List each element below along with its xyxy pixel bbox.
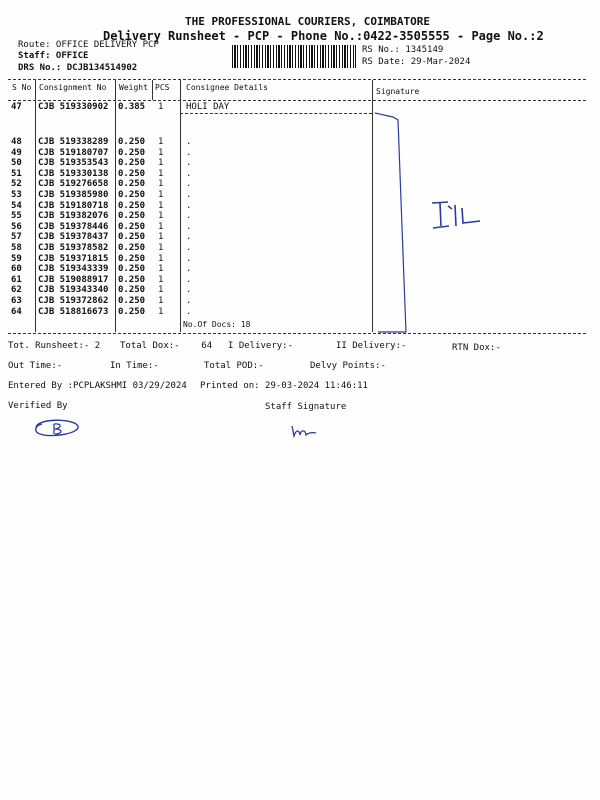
row-sno: 48 xyxy=(11,137,22,147)
row-sno: 49 xyxy=(11,147,22,158)
row-detail: . xyxy=(186,158,192,169)
row-weight: 0.250 xyxy=(118,285,146,296)
row-sno: 59 xyxy=(11,253,22,264)
row-detail: . xyxy=(186,296,192,306)
row-pcs: 1 xyxy=(158,179,164,190)
row-weight: 0.385 xyxy=(118,102,146,112)
row-consignment: CJB 519343340 xyxy=(38,285,109,296)
row-consignment: CJB 519180718 xyxy=(38,200,109,211)
row-weight: 0.250 xyxy=(118,221,146,232)
row-sno: 60 xyxy=(11,264,22,275)
row-consignment: CJB 519180707 xyxy=(38,147,109,158)
row-sno: 50 xyxy=(11,158,22,169)
row-pcs: 1 xyxy=(158,232,164,243)
signature-mark xyxy=(432,202,480,228)
row-sno: 54 xyxy=(11,200,22,211)
total-dox: Total Dox:- 64 xyxy=(120,341,213,351)
row-consignment: CJB 519330138 xyxy=(38,168,109,179)
drs-number: DRS No.: DCJB134514902 xyxy=(18,63,138,73)
i-delivery: I Delivery:- xyxy=(228,341,294,351)
row-pcs: 1 xyxy=(158,158,164,169)
row-consignment: CJB 519088917 xyxy=(38,274,109,285)
out-time: Out Time:- xyxy=(8,361,63,371)
row-sno: 55 xyxy=(11,211,22,222)
row-weight: 0.250 xyxy=(118,253,146,264)
staff-label: Staff: OFFICE xyxy=(18,51,89,61)
row-consignment: CJB 519382076 xyxy=(38,211,109,222)
row-detail: . xyxy=(186,285,192,296)
row-pcs: 1 xyxy=(158,306,164,317)
row-detail: . xyxy=(186,274,192,285)
ii-delivery: II Delivery:- xyxy=(336,341,407,351)
row-weight: 0.250 xyxy=(118,264,146,275)
row-sno: 57 xyxy=(11,232,22,243)
row-detail: . xyxy=(186,137,192,147)
row-sno: 61 xyxy=(11,274,22,285)
row-weight: 0.250 xyxy=(118,158,146,169)
row-weight: 0.250 xyxy=(118,179,146,190)
rtn-dox: RTN Dox:- xyxy=(452,343,501,353)
row-sno: 64 xyxy=(11,306,22,317)
verifier-initials xyxy=(30,414,90,440)
row-pcs: 1 xyxy=(158,137,164,147)
runsheet-title: Delivery Runsheet - PCP - Phone No.:0422-3505555 - Page No.:2 xyxy=(103,29,544,43)
staff-signature-label: Staff Signature xyxy=(265,402,347,412)
row-sno: 62 xyxy=(11,285,22,296)
row-detail: HOLI DAY xyxy=(186,102,230,112)
col-pcs: PCS xyxy=(155,83,170,92)
row-detail: . xyxy=(186,200,192,211)
row-pcs: 1 xyxy=(158,243,164,253)
row-consignment: CJB 519378446 xyxy=(38,221,109,232)
row-detail: . xyxy=(186,179,192,190)
col-consignee: Consignee Details xyxy=(186,83,268,92)
entered-by: Entered By :PCPLAKSHMI 03/29/2024 xyxy=(8,381,187,391)
row-consignment: CJB 519338289 xyxy=(38,137,109,147)
row-pcs: 1 xyxy=(158,285,164,296)
row-detail: . xyxy=(186,232,192,243)
staff-signature-mark xyxy=(288,424,328,440)
verified-by: Verified By xyxy=(8,401,68,411)
row-pcs: 1 xyxy=(158,190,164,200)
row-consignment: CJB 519353543 xyxy=(38,158,109,169)
in-time: In Time:- xyxy=(110,361,159,371)
tot-runsheet: Tot. Runsheet:- 2 xyxy=(8,341,101,351)
row-weight: 0.250 xyxy=(118,147,146,158)
row-pcs: 1 xyxy=(158,264,164,275)
row-pcs: 1 xyxy=(158,147,164,158)
row-sno: 47 xyxy=(11,102,22,112)
rs-number: RS No.: 1345149 xyxy=(362,45,444,55)
col-consignment: Consignment No xyxy=(39,83,107,92)
row-consignment: CJB 519385980 xyxy=(38,190,109,200)
row-weight: 0.250 xyxy=(118,296,146,306)
row-weight: 0.250 xyxy=(118,137,146,147)
col-sno: S No xyxy=(12,83,32,92)
row-consignment: CJB 519343339 xyxy=(38,264,109,275)
row-pcs: 1 xyxy=(158,274,164,285)
row-pcs: 1 xyxy=(158,253,164,264)
row-sno: 56 xyxy=(11,221,22,232)
row-consignment: CJB 519378437 xyxy=(38,232,109,243)
row-detail: . xyxy=(186,168,192,179)
row-weight: 0.250 xyxy=(118,211,146,222)
no-of-docs: No.Of Docs: 18 xyxy=(183,320,251,329)
row-detail: . xyxy=(186,211,192,222)
company-title: THE PROFESSIONAL COURIERS, COIMBATORE xyxy=(185,15,431,28)
row-pcs: 1 xyxy=(158,102,164,112)
row-detail: . xyxy=(186,221,192,232)
col-signature: Signature xyxy=(376,87,420,96)
rs-date: RS Date: 29-Mar-2024 xyxy=(362,57,471,67)
row-pcs: 1 xyxy=(158,296,164,306)
row-consignment: CJB 519371815 xyxy=(38,253,109,264)
signature-bracket xyxy=(375,113,406,332)
row-detail: . xyxy=(186,264,192,275)
row-pcs: 1 xyxy=(158,221,164,232)
row-consignment: CJB 519378582 xyxy=(38,243,109,253)
row-consignment: CJB 518816673 xyxy=(38,306,109,317)
route-label: Route: OFFICE DELIVERY PCP xyxy=(18,40,159,50)
row-consignment: CJB 519276658 xyxy=(38,179,109,190)
row-weight: 0.250 xyxy=(118,243,146,253)
row-sno: 63 xyxy=(11,296,22,306)
row-consignment: CJB 519330902 xyxy=(38,102,109,112)
row-sno: 51 xyxy=(11,168,22,179)
delvy-points: Delvy Points:- xyxy=(310,361,386,371)
row-pcs: 1 xyxy=(158,168,164,179)
row-weight: 0.250 xyxy=(118,200,146,211)
row-pcs: 1 xyxy=(158,200,164,211)
row-sno: 58 xyxy=(11,243,22,253)
row-consignment: CJB 519372862 xyxy=(38,296,109,306)
total-pod: Total POD:- xyxy=(204,361,264,371)
printed-on: Printed on: 29-03-2024 11:46:11 xyxy=(200,381,368,391)
row-weight: 0.250 xyxy=(118,274,146,285)
row-detail: . xyxy=(186,253,192,264)
row-weight: 0.250 xyxy=(118,168,146,179)
row-weight: 0.250 xyxy=(118,190,146,200)
row-detail: . xyxy=(186,147,192,158)
col-weight: Weight xyxy=(119,83,148,92)
row-detail: . xyxy=(186,243,192,253)
row-sno: 53 xyxy=(11,190,22,200)
row-weight: 0.250 xyxy=(118,306,146,317)
row-detail: . xyxy=(186,306,192,317)
row-pcs: 1 xyxy=(158,211,164,222)
row-detail: . xyxy=(186,190,192,200)
row-weight: 0.250 xyxy=(118,232,146,243)
row-sno: 52 xyxy=(11,179,22,190)
